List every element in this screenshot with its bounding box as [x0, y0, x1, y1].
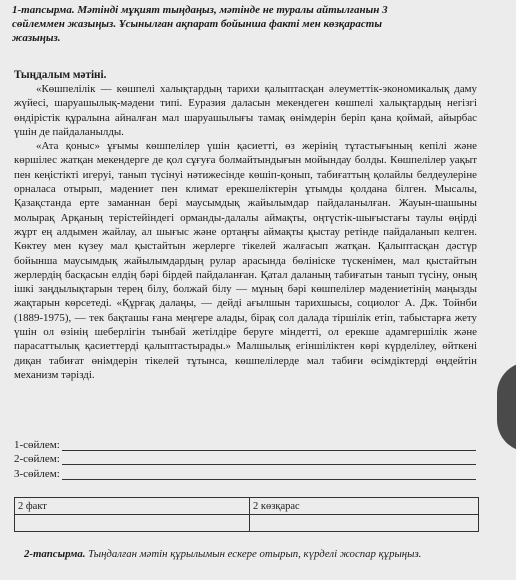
task1-line-1: 1-тапсырма. Мәтінді мұқият тыңдаңыз, мәтінде не туралы айтылғанын 3 [12, 4, 388, 16]
paragraph-2: «Ата қоныс» ұғымы көшпелілер үшін қасиетті, өз жерінің тұтастығының кепілі және көршілес жатқан мекендерге де қол сұғуға болмайтындығын мойындау болды. Көшпелілер уақыт пен кеңістікті игеруі, танып түсінуі нәтижесінде көшіп-қонып, табиғаттың қолайлы белдеулеріне орналаса отырып, мәдениет пен климат ерекшеліктерін ұтымды қолдана білген. Мысалы, Қазақстанда ерте заманнан бері маусымдық жайылымдар пайдаланылған. Жауын-шашыны молырақ Арқаның терістейіндегі орманды-далалы аймақты, оңтүстік-шығыстағы таулы өңірді жұрт ең алдымен жайлау, ал шығыс және ортаңғы аймақты қыстау ретінде пайдаланып келген. Көктеу мен күзеу мал қыстайтын жерлерге тікелей жалғасып жатқан. Қалыптасқан дәстүр бойынша маусымдық жайылымдардың рулар арасында бөлініске түскенімен, мал қыстайтын жерлердің басқасын елдің бәрі бірдей пайдаланған. Қатал даланың табиғатын танып түсіну, оның ішкі заңдылықтарын терең білу, болжай білу — мұның бәрі көшпелілер мәдениетінің маңызды жақтарын көрсетеді. «Құрғақ далаңы, — дейді ағылшын тарихшысы, социолог А. Дж. Тойнби (1889-1975), — тек бақташы ғана меңгере алады, бірақ сол далада тіршілік етіп, табыстарға жету үшін ол өзінің шеберлігін тынбай жетілдіре беруге міндетті, ол ерекше адамгершілік және парасаттылық қасиеттерді қалыптастырады.» Малшылық егіншіліктен көрі күрделілеу, өйткені диқан табиғат өнімдерін тікелей тұтынса, көшпелілерде мал табиғи өсімдіктерді өңдейтін механизм тәрізді. [14, 140, 477, 381]
opinion-answer-cell[interactable] [250, 515, 479, 532]
table-header-row [15, 498, 479, 515]
task2-text: Тыңдалған мәтін құрылымын ескере отырып, күрделі жоспар құрыңыз. [85, 548, 422, 560]
sentence-answer-line-1[interactable] [62, 440, 476, 451]
sentence-row-1 [14, 437, 476, 451]
sentence-answer-lines [14, 437, 476, 480]
sentence-answer-line-2[interactable] [62, 454, 476, 465]
fact-answer-cell[interactable] [15, 515, 250, 532]
task1-instruction [12, 3, 482, 45]
fact-column-header: 2 факт [15, 498, 250, 515]
sentence-label-2: 2-сөйлем: [14, 453, 60, 466]
task2-label: 2-тапсырма. [24, 548, 86, 560]
sentence-label-3: 3-сөйлем: [14, 467, 60, 480]
sentence-row-2 [14, 451, 476, 465]
task1-line-3: жазыңыз. [12, 32, 61, 44]
opinion-column-header: 2 көзқарас [250, 498, 479, 515]
task2-instruction [24, 548, 421, 560]
sentence-row-3 [14, 465, 476, 479]
listening-text [14, 82, 477, 382]
table-answer-row [15, 515, 479, 532]
task1-line-2: сөйлеммен жазыңыз. Ұсынылған ақпарат бойынша факті мен көзқарасты [12, 18, 382, 30]
paragraph-1: «Көшпелілік — көшпелі халықтардың тарихи қалыптасқан әлеуметтік-экономикалық даму жүйесі, шаруашылық-мәдени типі. Еуразия даласын мекендеген көшпелі халықтардың негізгі өндірістік құралына айналған мал шаруашылығы тамақ өнімдерін беріп қана қоймай, айырбас үшін де пайдаланылды. [14, 83, 477, 138]
sentence-answer-line-3[interactable] [62, 469, 476, 480]
listening-text-heading: Тыңдалым мәтіні. [14, 69, 107, 81]
fact-opinion-table [14, 497, 479, 532]
floating-scroll-button[interactable] [497, 362, 516, 452]
sentence-label-1: 1-сөйлем: [14, 439, 60, 452]
